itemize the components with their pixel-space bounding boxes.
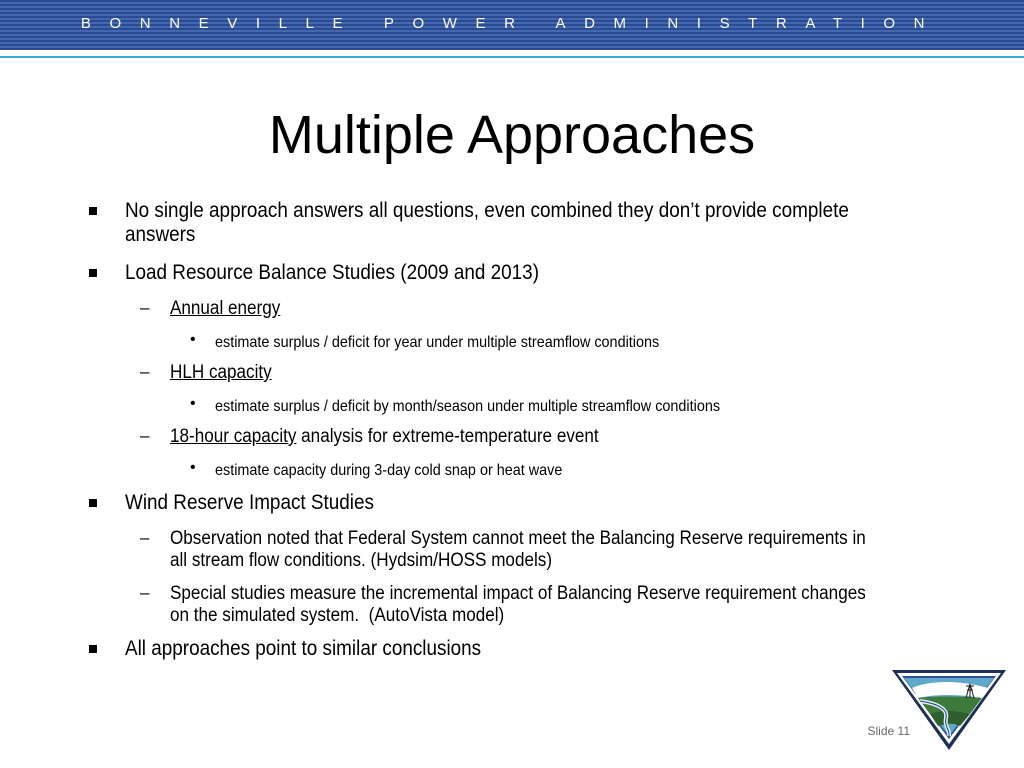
sub-item-hlh-capacity (170, 361, 272, 385)
bullet-1-line-2: answers (125, 223, 196, 246)
dash-bullet-icon: – (140, 426, 150, 445)
square-bullet-icon (89, 269, 97, 277)
dot-bullet-icon: • (190, 459, 196, 476)
bpa-triangle-logo-icon (890, 668, 1008, 752)
bullet-3-text: Wind Reserve Impact Studies (125, 491, 374, 514)
square-bullet-icon (89, 645, 97, 653)
18-hour-capacity-label: 18-hour capacity (170, 426, 297, 447)
18-hour-capacity-suffix: analysis for extreme-temperature event (296, 426, 599, 447)
header-divider (0, 56, 1024, 58)
special-studies-line-1: Special studies measure the incremental impact of Balancing Reserve requirement changes (170, 583, 866, 604)
bullet-1-line-1: No single approach answers all questions, even combined they don’t provide complete (125, 199, 849, 222)
square-bullet-icon (89, 499, 97, 507)
dot-bullet-icon: • (190, 395, 196, 412)
bullet-4-text: All approaches point to similar conclusions (125, 637, 482, 660)
observation-line-2: all stream flow conditions. (Hydsim/HOSS models) (170, 550, 553, 571)
annual-energy-label: Annual energy (170, 298, 281, 319)
annual-energy-detail: estimate surplus / deficit for year under multiple streamflow conditions (215, 334, 660, 351)
dot-bullet-icon: • (190, 331, 196, 348)
organization-name: BONNEVILLE POWER ADMINISTRATION (80, 15, 944, 32)
observation-line-1: Observation noted that Federal System cannot meet the Balancing Reserve requirements in (170, 528, 866, 549)
special-studies-line-2: on the simulated system. (AutoVista model) (170, 605, 505, 626)
bullet-2-text: Load Resource Balance Studies (2009 and 2013) (125, 261, 539, 284)
hlh-capacity-detail: estimate surplus / deficit by month/season under multiple streamflow conditions (215, 398, 721, 415)
dash-bullet-icon: – (140, 528, 150, 547)
hlh-capacity-label: HLH capacity (170, 362, 272, 383)
slide-title: Multiple Approaches (268, 105, 756, 165)
slide-number: Slide 11 (867, 724, 910, 738)
sub-item-annual-energy (170, 297, 280, 321)
square-bullet-icon (89, 207, 97, 215)
sub-item-18-hour-capacity (170, 425, 599, 449)
dash-bullet-icon: – (140, 362, 150, 381)
dash-bullet-icon: – (140, 583, 150, 602)
18-hour-capacity-detail: estimate capacity during 3-day cold snap or heat wave (215, 462, 563, 479)
header-banner (0, 0, 1024, 50)
dash-bullet-icon: – (140, 298, 150, 317)
